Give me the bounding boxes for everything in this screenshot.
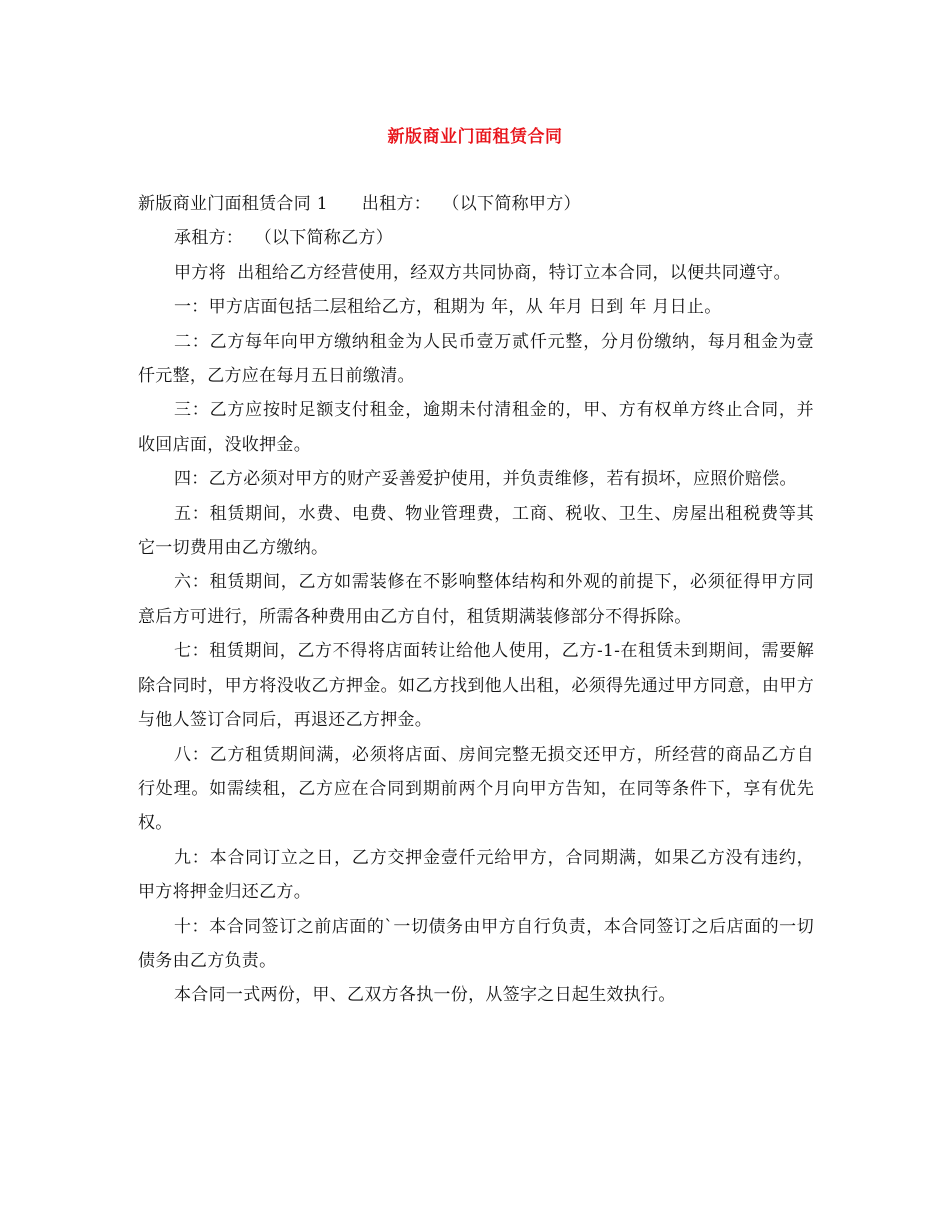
document-label: 新版商业门面租赁合同 1 [138, 194, 328, 214]
intro-line [138, 187, 814, 221]
clause-8: 八：乙方租赁期间满，必须将店面、房间完整无损交还甲方，所经营的商品乙方自行处理。如需续租，乙方应在合同到期前两个月向甲方告知，在同等条件下，享有优先权。 [138, 744, 814, 834]
clause-5: 五：租赁期间，水费、电费、物业管理费，工商、税收、卫生、房屋出租税费等其它一切费用由乙方缴纳。 [138, 503, 814, 559]
document-title: 新版商业门面租赁合同 [387, 127, 563, 147]
clause-1: 一：甲方店面包括二层租给乙方，租期为 年，从 年月 日到 年 月日止。 [174, 297, 722, 318]
clause-7: 七：租赁期间，乙方不得将店面转让给他人使用，乙方-1-在租赁未到期间，需要解除合同时，甲方将没收乙方押金。如乙方找到他人出租，必须得先通过甲方同意，由甲方与他人签订合同后，再退还乙方押金。 [138, 641, 814, 731]
lessor-line: 出租方： （以下简称甲方） [361, 194, 581, 214]
preamble-paragraph: 甲方将 出租给乙方经营使用，经双方共同协商，特订立本合同，以便共同遵守。 [174, 262, 791, 283]
document-body [138, 187, 814, 1013]
clause-3: 三：乙方应按时足额支付租金，逾期未付清租金的，甲、方有权单方终止合同，并收回店面，没收押金。 [138, 400, 814, 455]
clause-4: 四：乙方必须对甲方的财产妥善爱护使用，并负责维修，若有损坏，应照价赔偿。 [174, 469, 797, 490]
clause-2: 二：乙方每年向甲方缴纳租金为人民币壹万贰仟元整，分月份缴纳，每月租金为壹仟元整，乙方应在每月五日前缴清。 [138, 331, 814, 387]
closing-paragraph: 本合同一式两份，甲、乙双方各执一份，从签字之日起生效执行。 [174, 985, 676, 1006]
clause-9: 九：本合同订立之日，乙方交押金壹仟元给甲方，合同期满，如果乙方没有违约，甲方将押金归还乙方。 [138, 847, 814, 903]
lessee-line: 承租方： （以下简称乙方） [174, 228, 394, 249]
clause-10: 十：本合同签订之前店面的`一切债务由甲方自行负责，本合同签订之后店面的一切债务由乙方负责。 [138, 916, 814, 971]
clause-6: 六：租赁期间，乙方如需装修在不影响整体结构和外观的前提下，必须征得甲方同意后方可进行，所需各种费用由乙方自付，租赁期满装修部分不得拆除。 [138, 572, 814, 627]
